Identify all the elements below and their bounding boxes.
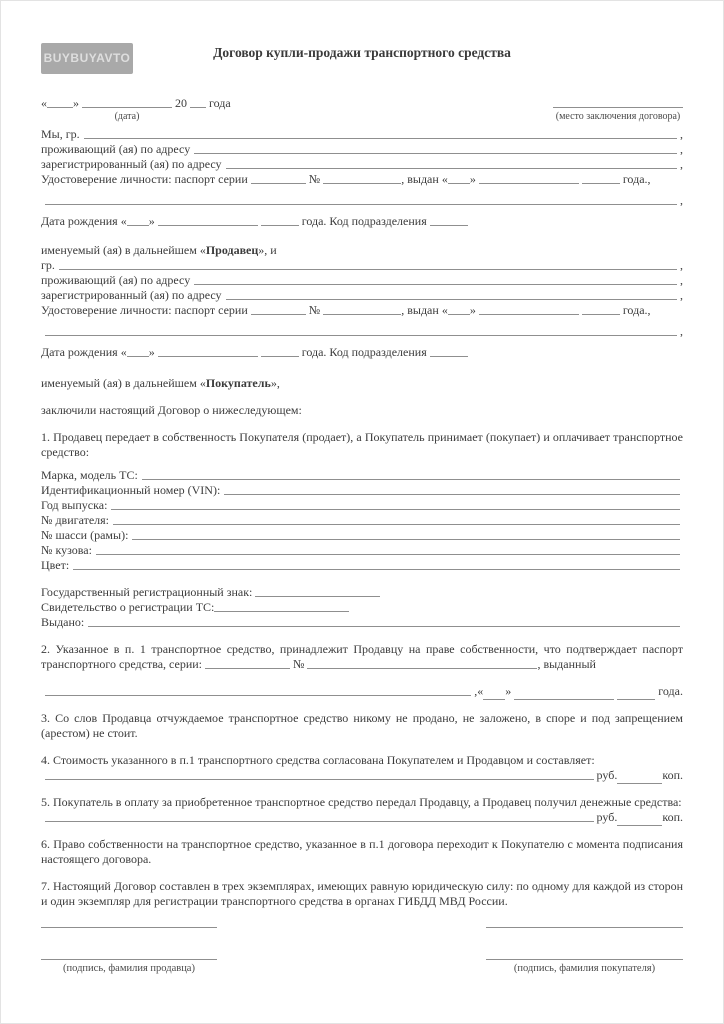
seller-birth-line <box>41 214 683 229</box>
engine-label: № двигателя: <box>41 513 109 527</box>
blank-seller-name <box>84 138 677 139</box>
seller-block <box>41 127 683 229</box>
field-year <box>41 498 683 513</box>
clause-6: 6. Право собственности на транспортное средство, указанное в п.1 договора переходит к Покупателю с момента подписания настоящего договора. <box>41 837 683 866</box>
blank-plate <box>255 586 380 597</box>
blank-passport-issuer <box>45 335 677 336</box>
year-label: Год выпуска: <box>41 498 108 512</box>
blank-pts-year <box>617 689 655 700</box>
signature-section <box>41 927 683 975</box>
place-blank-with-caption <box>553 96 683 122</box>
buyer-signature-column <box>486 927 683 975</box>
plate-label: Государственный регистрационный знак: <box>41 585 253 599</box>
comma: , <box>474 684 478 698</box>
seller-signature-caption: (подпись, фамилия продавца) <box>63 963 195 974</box>
clause-2 <box>41 642 683 672</box>
clause-3: 3. Со слов Продавца отчуждаемое транспортное средство никому не продано, не заложено, в споре и под запрещением (арестом) не стоит. <box>41 711 683 740</box>
comma: , <box>680 273 683 287</box>
vehicle-fields <box>41 468 683 573</box>
registered-address-label: зарегистрированный (ая) по адресу <box>41 157 222 171</box>
clause-1: 1. Продавец передает в собственность Покупателя (продает), а Покупатель принимает (покупает) и оплачивает транспортное средство: <box>41 430 683 459</box>
issued-label: , выдан <box>401 303 439 317</box>
seller-name-line <box>41 127 683 142</box>
kop-label: коп. <box>662 768 683 782</box>
place-caption: (место заключения договора) <box>555 111 681 122</box>
number-sign: № <box>308 303 321 317</box>
buyer-signature-caption: (подпись, фамилия покупателя) <box>513 963 656 974</box>
field-plate <box>41 585 683 600</box>
blank-cert <box>214 601 349 612</box>
comma: , <box>680 288 683 302</box>
buyer-registered-line <box>41 288 683 303</box>
document-title: Договор купли-продажи транспортного средства <box>213 45 511 60</box>
chassis-label: № шасси (рамы): <box>41 528 129 542</box>
blank-color <box>73 569 680 570</box>
cert-label: Свидетельство о регистрации ТС: <box>41 600 215 614</box>
buyer-passport-issuer-line <box>41 324 683 339</box>
blank-passport-number <box>323 304 401 315</box>
color-label: Цвет: <box>41 558 70 572</box>
field-issued-by <box>41 615 683 630</box>
buyer-signature-line-1 <box>486 927 683 928</box>
quote-open: « <box>477 684 484 698</box>
buybuyavto-logo <box>41 43 133 74</box>
blank-pts-month <box>514 689 614 700</box>
field-body <box>41 543 683 558</box>
blank-kopecks <box>617 773 662 784</box>
rub-label: руб. <box>596 768 618 782</box>
quote-close: » <box>469 303 476 317</box>
seller-role-line <box>41 243 683 258</box>
buyer-signature-line-2 <box>486 959 683 960</box>
buyer-living-line <box>41 273 683 288</box>
birth-year-word: года. Код подразделения <box>301 214 427 228</box>
comma: , <box>680 127 683 141</box>
logo-text: BUYBUYAVTO <box>43 51 131 65</box>
seller-registered-line <box>41 157 683 172</box>
year-word: года. <box>658 684 683 698</box>
quote-close: » <box>469 172 476 186</box>
blank-birth-year <box>261 346 299 357</box>
year-prefix: 20 <box>175 96 187 110</box>
quote-open: « <box>41 96 47 110</box>
blank-division-code <box>430 346 468 357</box>
date-place-row <box>41 96 683 122</box>
role-prefix: именуемый (ая) в дальнейшем « <box>41 376 206 390</box>
comma: , <box>680 142 683 156</box>
clause-2-text: 2. Указанное в п. 1 транспортное средство, принадлежит Продавцу на праве собственности, что подтверждает паспорт транспортного средства, серии: <box>41 642 683 671</box>
blank-year <box>190 97 206 108</box>
blank-passport-series <box>251 173 306 184</box>
buyer-role-line <box>41 376 683 391</box>
blank-issue-day <box>448 173 470 184</box>
field-color <box>41 558 683 573</box>
blank-issued-by <box>88 626 680 627</box>
birth-year-word: года. Код подразделения <box>301 345 427 359</box>
contract-date-line <box>41 96 231 122</box>
seller-name-label: Мы, гр. <box>41 127 80 141</box>
blank-issue-year <box>582 173 620 184</box>
seller-passport-issuer-line <box>41 193 683 208</box>
registration-fields <box>41 585 683 630</box>
field-vin <box>41 483 683 498</box>
passport-label: Удостоверение личности: паспорт серии <box>41 172 248 186</box>
role-suffix: », и <box>258 243 277 257</box>
vin-label: Идентификационный номер (VIN): <box>41 483 221 497</box>
seller-living-line <box>41 142 683 157</box>
blank-year <box>111 509 680 510</box>
issued-label: , выдан <box>401 172 439 186</box>
preamble: заключили настоящий Договор о нижеследующем: <box>41 403 302 417</box>
number-sign: № <box>308 172 321 186</box>
year-word: года., <box>622 172 651 186</box>
buyer-block <box>41 258 683 360</box>
clause-7: 7. Настоящий Договор составлен в трех экземплярах, имеющих равную юридическую силу: по одному для каждой из сторон и один экземпляр для регистрации транспортного средства в органах ГИБДД МВД России. <box>41 879 683 908</box>
issued-by-label: Выдано: <box>41 615 85 629</box>
price-line <box>41 768 683 783</box>
registered-address-label: зарегистрированный (ая) по адресу <box>41 288 222 302</box>
role-suffix: », <box>270 376 280 390</box>
blank-division-code <box>430 215 468 226</box>
rub-label: руб. <box>596 810 618 824</box>
field-chassis <box>41 528 683 543</box>
field-make <box>41 468 683 483</box>
field-cert <box>41 600 683 615</box>
comma: , <box>680 193 683 207</box>
buyer-name-label: гр. <box>41 258 55 272</box>
blank-registered-address <box>226 299 677 300</box>
living-address-label: проживающий (ая) по адресу <box>41 273 191 287</box>
seller-role-name: Продавец <box>205 243 259 257</box>
blank-place <box>553 97 683 108</box>
blank-engine <box>113 524 680 525</box>
document-header <box>41 37 683 74</box>
make-label: Марка, модель ТС: <box>41 468 138 482</box>
blank-chassis <box>132 539 680 540</box>
blank-birth-day <box>127 346 149 357</box>
comma: , <box>680 324 683 338</box>
contract-place-line <box>553 96 683 122</box>
birth-label: Дата рождения <box>41 345 118 359</box>
blank-birth-month <box>158 215 258 226</box>
blank-registered-address <box>226 168 677 169</box>
comma: , <box>680 258 683 272</box>
blank-month <box>82 97 172 108</box>
blank-pts-number <box>307 658 537 669</box>
role-prefix: именуемый (ая) в дальнейшем « <box>41 243 206 257</box>
blank-birth-day <box>127 215 149 226</box>
blank-birth-year <box>261 215 299 226</box>
quote-open: « <box>120 214 127 228</box>
blank-price <box>45 779 594 780</box>
clause-4: 4. Стоимость указанного в п.1 транспортного средства согласована Покупателем и Продавцом и составляет: <box>41 753 595 767</box>
quote-open: « <box>441 303 448 317</box>
seller-signature-line-2 <box>41 959 217 960</box>
blank-living-address <box>194 153 677 154</box>
quote-close: » <box>73 96 79 110</box>
date-blank-with-caption <box>82 96 172 122</box>
living-address-label: проживающий (ая) по адресу <box>41 142 191 156</box>
blank-birth-month <box>158 346 258 357</box>
buyer-name-line <box>41 258 683 273</box>
blank-passport-number <box>323 173 401 184</box>
body-label: № кузова: <box>41 543 92 557</box>
issued-word: , выданный <box>537 657 596 671</box>
birth-label: Дата рождения <box>41 214 118 228</box>
blank-pts-series <box>205 658 290 669</box>
clause-2-issuer-line <box>41 684 683 699</box>
blank-passport-issuer <box>45 204 677 205</box>
payment-line <box>41 810 683 825</box>
blank-day <box>47 97 73 108</box>
buyer-birth-line <box>41 345 683 360</box>
blank-pts-day <box>483 689 505 700</box>
blank-passport-series <box>251 304 306 315</box>
blank-pts-issuer <box>45 695 471 696</box>
year-word: года., <box>622 303 651 317</box>
blank-living-address <box>194 284 677 285</box>
passport-label: Удостоверение личности: паспорт серии <box>41 303 248 317</box>
blank-issue-year <box>582 304 620 315</box>
buyer-passport-line <box>41 303 683 318</box>
quote-close: » <box>505 684 512 698</box>
field-engine <box>41 513 683 528</box>
blank-payment <box>45 821 594 822</box>
kop-label: коп. <box>662 810 683 824</box>
clause-5: 5. Покупатель в оплату за приобретенное транспортное средство передал Продавцу, а Продавец получил денежные средства: <box>41 795 682 809</box>
seller-signature-column <box>41 927 217 975</box>
buyer-role-name: Покупатель <box>205 376 271 390</box>
blank-make <box>142 479 680 480</box>
date-caption: (дата) <box>114 111 140 122</box>
blank-vin <box>224 494 680 495</box>
blank-issue-month <box>479 304 579 315</box>
blank-issue-day <box>448 304 470 315</box>
seller-passport-line <box>41 172 683 187</box>
quote-open: « <box>120 345 127 359</box>
blank-buyer-name <box>59 269 677 270</box>
quote-open: « <box>441 172 448 186</box>
year-word: года <box>209 96 231 110</box>
number-sign: № <box>293 657 305 671</box>
blank-body <box>96 554 680 555</box>
blank-kopecks <box>617 815 662 826</box>
quote-close: » <box>148 214 155 228</box>
blank-issue-month <box>479 173 579 184</box>
seller-signature-line-1 <box>41 927 217 928</box>
comma: , <box>680 157 683 171</box>
quote-close: » <box>148 345 155 359</box>
